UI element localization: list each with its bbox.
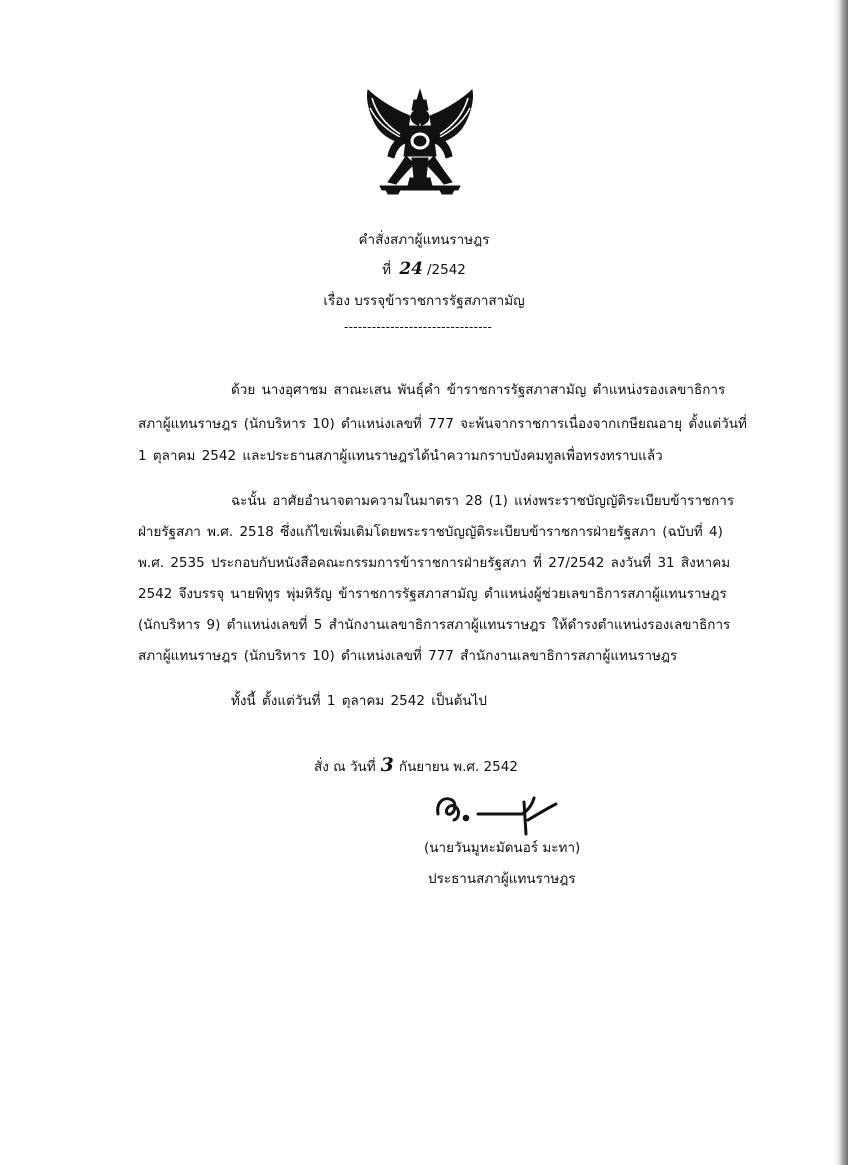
body-paragraph-line: 1 ตุลาคม 2542 และประธานสภาผู้แทนราษฎรได้นำความกราบบังคมทูลเพื่อทรงทราบแล้ว [138, 448, 663, 464]
date-suffix: กันยายน พ.ศ. 2542 [398, 759, 518, 775]
subject-line: เรื่อง บรรจุข้าราชการรัฐสภาสามัญ [323, 293, 525, 309]
body-paragraph-line: สภาผู้แทนราษฎร (นักบริหาร 10) ตำแหน่งเลขที่ 777 สำนักงานเลขาธิการสภาผู้แทนราษฎร [138, 648, 678, 664]
scan-edge-shadow [834, 0, 848, 1165]
order-number: 24 [399, 259, 423, 279]
body-paragraph-line: ฉะนั้น อาศัยอำนาจตามความในมาตรา 28 (1) แห่งพระราชบัญญัติระเบียบข้าราชการ [231, 493, 735, 509]
garuda-emblem-icon [360, 86, 480, 198]
order-number-line [0, 258, 848, 280]
document-title: คำสั่งสภาผู้แทนราษฎร [358, 232, 490, 248]
handwritten-signature-icon [430, 784, 565, 836]
effective-date-line: ทั้งนี้ ตั้งแต่วันที่ 1 ตุลาคม 2542 เป็นต้นไป [231, 693, 487, 709]
date-day: 3 [380, 754, 394, 776]
body-paragraph-line: (นักบริหาร 9) ตำแหน่งเลขที่ 5 สำนักงานเลขาธิการสภาผู้แทนราษฎร ให้ดำรงตำแหน่งรองเลขาธิการ [138, 617, 731, 633]
signer-title: ประธานสภาผู้แทนราษฎร [428, 871, 576, 887]
order-date-line [314, 754, 518, 777]
body-paragraph-line: 2542 จึงบรรจุ นายพิทูร พุ่มหิรัญ ข้าราชการรัฐสภาสามัญ ตำแหน่งผู้ช่วยเลขาธิการสภาผู้แทนราษฎร [138, 586, 727, 602]
separator-line: -------------------------------- [344, 320, 493, 334]
body-paragraph-line: พ.ศ. 2535 ประกอบกับหนังสือคณะกรรมการข้าราชการฝ่ายรัฐสภา ที่ 27/2542 ลงวันที่ 31 สิงหาคม [138, 555, 731, 571]
body-paragraph-line: ด้วย นางอุศาชม สาณะเสน พันธุ์คำ ข้าราชการรัฐสภาสามัญ ตำแหน่งรองเลขาธิการ [231, 382, 726, 398]
body-paragraph-line: ฝ่ายรัฐสภา พ.ศ. 2518 ซึ่งแก้ไขเพิ่มเติมโดยพระราชบัญญัติระเบียบข้าราชการฝ่ายรัฐสภา (ฉบับที่ 4) [138, 524, 723, 540]
order-year: /2542 [426, 262, 466, 278]
signer-name: (นายวันมูหะมัดนอร์ มะทา) [424, 840, 581, 856]
date-prefix: สั่ง ณ วันที่ [314, 759, 376, 775]
order-prefix: ที่ [382, 262, 392, 278]
body-paragraph-line: สภาผู้แทนราษฎร (นักบริหาร 10) ตำแหน่งเลขที่ 777 จะพ้นจากราชการเนื่องจากเกษียณอายุ ตั้งแต่วันที่ [138, 416, 747, 432]
